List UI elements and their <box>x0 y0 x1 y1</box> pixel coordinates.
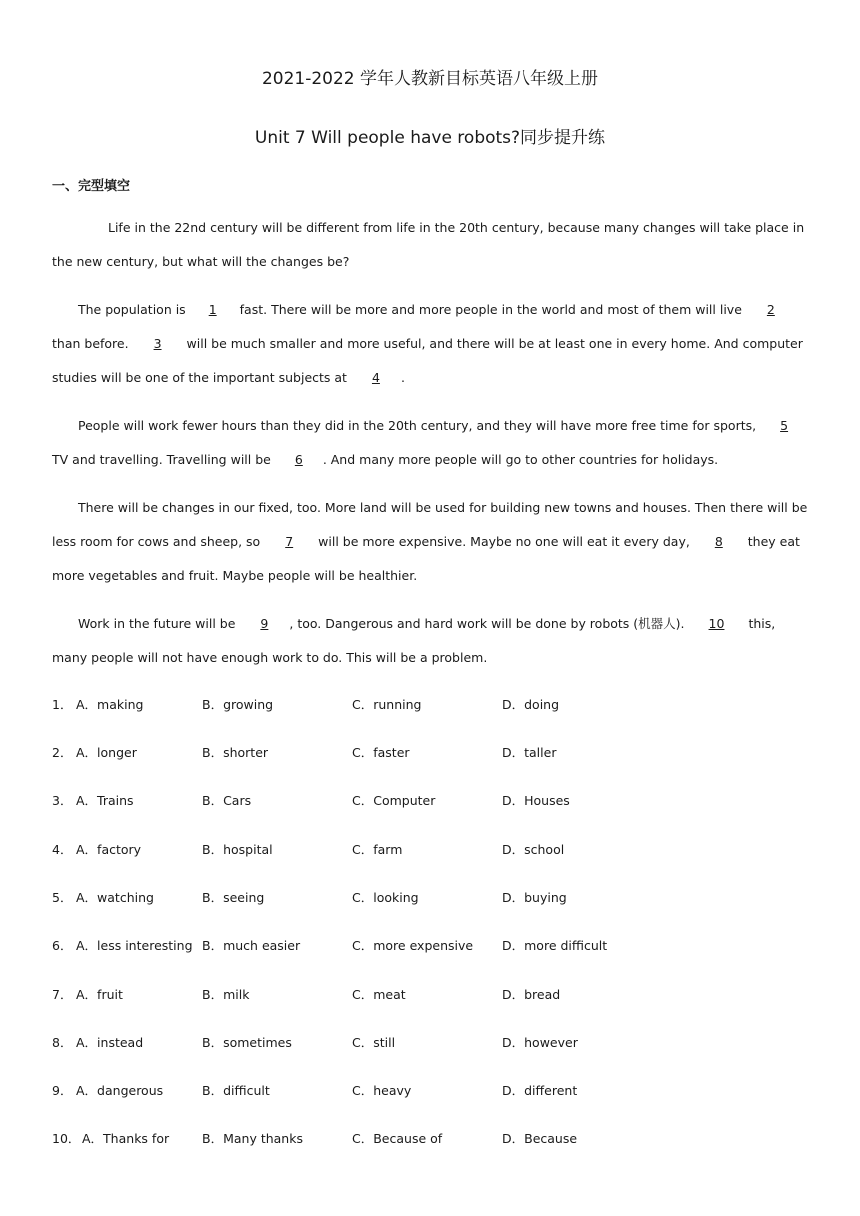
paragraph-4 <box>52 491 812 593</box>
question-number: 10． <box>52 1131 81 1146</box>
question-number: 9． <box>52 1083 73 1098</box>
option-a[interactable]: A．less interesting <box>76 938 193 953</box>
option-a[interactable]: A．fruit <box>76 987 123 1002</box>
paragraph-line: the new century, but what will the changes be? <box>52 254 350 269</box>
text-run: they eat <box>743 534 800 549</box>
option-b[interactable]: B．Cars <box>202 793 252 808</box>
option-a[interactable]: A．instead <box>76 1035 144 1050</box>
blank-1[interactable]: 1 <box>208 302 217 317</box>
text-run: will be much smaller and more useful, and there will be at least one in every home. And computer <box>182 336 803 351</box>
option-a[interactable]: A．longer <box>76 745 137 760</box>
option-b[interactable]: B．Many thanks <box>202 1131 303 1146</box>
option-c[interactable]: C．still <box>352 1035 396 1050</box>
option-b[interactable]: B．hospital <box>202 842 273 857</box>
question-number: 6． <box>52 938 73 953</box>
paragraph-line: more vegetables and fruit. Maybe people will be healthier. <box>52 568 418 583</box>
question-number: 3． <box>52 793 73 808</box>
blank-3[interactable]: 3 <box>153 336 162 351</box>
option-d[interactable]: D．more difficult <box>502 938 608 953</box>
option-b[interactable]: B．difficult <box>202 1083 270 1098</box>
option-d[interactable]: D．school <box>502 842 565 857</box>
option-d[interactable]: D．Because <box>502 1131 578 1146</box>
text-run: studies will be one of the important subjects at <box>52 370 351 385</box>
option-b[interactable]: B．sometimes <box>202 1035 292 1050</box>
paragraph-2 <box>52 293 812 395</box>
question-number: 2． <box>52 745 73 760</box>
option-d[interactable]: D．Houses <box>502 793 570 808</box>
paragraph-line <box>52 607 812 641</box>
paragraph-1 <box>52 211 812 279</box>
text-run: will be more expensive. Maybe no one will eat it every day, <box>314 534 694 549</box>
option-d[interactable]: D．different <box>502 1083 578 1098</box>
paragraph-line: many people will not have enough work to do. This will be a problem. <box>52 650 488 665</box>
text-run: than before. <box>52 336 133 351</box>
option-a[interactable]: A．factory <box>76 842 142 857</box>
blank-5[interactable]: 5 <box>780 418 789 433</box>
question-number: 1． <box>52 697 73 712</box>
paragraph-line <box>52 361 812 395</box>
text-run: . And many more people will go to other countries for holidays. <box>322 452 719 467</box>
option-d[interactable]: D．however <box>502 1035 578 1050</box>
option-c[interactable]: C．faster <box>352 745 410 760</box>
blank-6[interactable]: 6 <box>294 452 303 467</box>
text-run: TV and travelling. Travelling will be <box>52 452 275 467</box>
blank-8[interactable]: 8 <box>714 534 723 549</box>
text-run: less room for cows and sheep, so <box>52 534 265 549</box>
option-b[interactable]: B．shorter <box>202 745 269 760</box>
blank-9[interactable]: 9 <box>260 616 269 631</box>
option-b[interactable]: B．milk <box>202 987 250 1002</box>
paragraph-line: There will be changes in our fixed, too. More land will be used for building new towns and houses. Then there will be <box>78 500 808 515</box>
blank-2[interactable]: 2 <box>766 302 775 317</box>
text-run: this, <box>744 616 776 631</box>
blank-10[interactable]: 10 <box>708 616 725 631</box>
paragraph-5 <box>52 607 812 675</box>
text-run: People will work fewer hours than they did in the 20th century, and they will have more free time for sports, <box>78 418 761 433</box>
option-c[interactable]: C．Because of <box>352 1131 443 1146</box>
option-c[interactable]: C．looking <box>352 890 419 905</box>
option-b[interactable]: B．growing <box>202 697 274 712</box>
document-title: 2021-2022 学年人教新目标英语八年级上册 <box>261 69 599 89</box>
option-c[interactable]: C．more expensive <box>352 938 474 953</box>
option-c[interactable]: C．heavy <box>352 1083 412 1098</box>
paragraph-line <box>52 525 812 559</box>
question-number: 5． <box>52 890 73 905</box>
paragraph-line: Life in the 22nd century will be different from life in the 20th century, because many changes will take place in <box>108 220 805 235</box>
paragraph-3 <box>52 409 812 477</box>
text-run: , too. Dangerous and hard work will be done by robots (机器人). <box>289 616 689 631</box>
paragraph-line <box>52 327 812 361</box>
paragraph-line <box>52 409 812 443</box>
option-a[interactable]: A．Trains <box>76 793 134 808</box>
option-a[interactable]: A．dangerous <box>76 1083 164 1098</box>
option-d[interactable]: D．doing <box>502 697 560 712</box>
option-c[interactable]: C．farm <box>352 842 403 857</box>
blank-7[interactable]: 7 <box>285 534 294 549</box>
option-a[interactable]: A．Thanks for <box>82 1131 170 1146</box>
option-b[interactable]: B．seeing <box>202 890 265 905</box>
option-c[interactable]: C．Computer <box>352 793 436 808</box>
question-number: 7． <box>52 987 73 1002</box>
paragraph-line <box>52 443 812 477</box>
text-run: Work in the future will be <box>78 616 240 631</box>
question-number: 8． <box>52 1035 73 1050</box>
section-heading: 一、完型填空 <box>52 179 131 194</box>
option-d[interactable]: D．bread <box>502 987 561 1002</box>
blank-4[interactable]: 4 <box>371 370 380 385</box>
option-d[interactable]: D．taller <box>502 745 557 760</box>
text-run: . <box>400 370 405 385</box>
text-run: fast. There will be more and more people in the world and most of them will live <box>235 302 746 317</box>
option-a[interactable]: A．making <box>76 697 144 712</box>
option-c[interactable]: C．meat <box>352 987 406 1002</box>
option-b[interactable]: B．much easier <box>202 938 301 953</box>
option-c[interactable]: C．running <box>352 697 422 712</box>
option-d[interactable]: D．buying <box>502 890 567 905</box>
paragraph-line <box>52 293 812 327</box>
document-subtitle: Unit 7 Will people have robots?同步提升练 <box>254 128 606 148</box>
text-run: The population is <box>78 302 190 317</box>
option-a[interactable]: A．watching <box>76 890 154 905</box>
question-number: 4． <box>52 842 73 857</box>
